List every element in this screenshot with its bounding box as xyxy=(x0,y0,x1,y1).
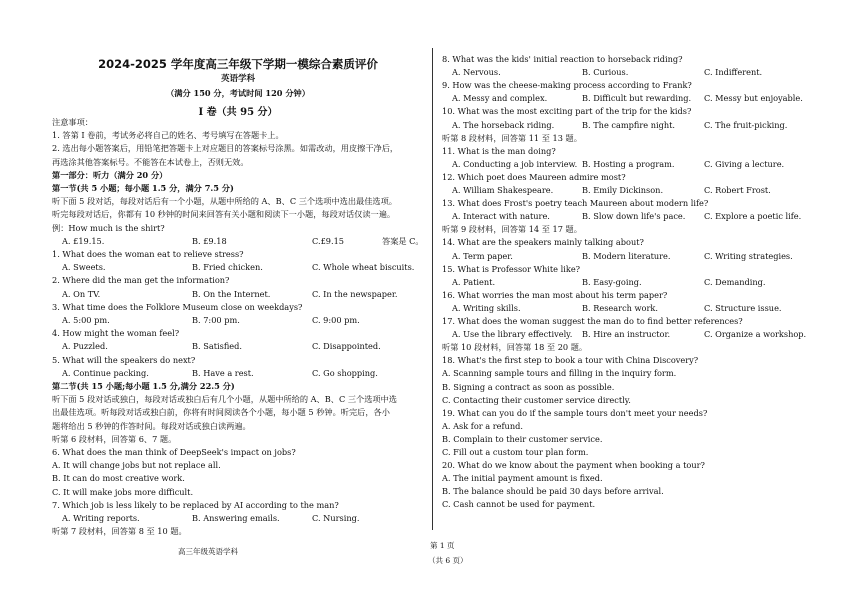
text-line: 10. What was the most exciting part of the trip for the kids? xyxy=(442,106,692,117)
option-a: A. Patient. xyxy=(452,276,496,287)
option-a: A. William Shakespeare. xyxy=(452,185,554,195)
option-a: A. Sweets. xyxy=(62,262,106,273)
option-b: B. The campfire night. xyxy=(582,119,675,130)
option-c: C. Explore a poetic life. xyxy=(704,211,802,222)
text-line: A. It will change jobs but not replace all. xyxy=(52,460,221,471)
option-note: 答案是 C。 xyxy=(382,235,424,246)
option-c: C. Indifferent. xyxy=(704,67,763,78)
text-line: 16. What worries the man most about his term paper? xyxy=(442,289,668,300)
text-line: 13. What does Frost's poetry teach Maureen about modern life? xyxy=(442,198,709,209)
option-b: B. Fried chicken. xyxy=(192,262,263,273)
text-line: 9. How was the cheese-making process according to Frank? xyxy=(442,80,692,91)
text-line: A. The initial payment amount is fixed. xyxy=(442,473,603,484)
text-line: 17. What does the woman suggest the man do to find better references? xyxy=(442,316,743,326)
option-a: A. Interact with nature. xyxy=(452,211,550,222)
subject-label: 英语学科 xyxy=(220,74,255,84)
text-line: 19. What can you do if the sample tours don't meet your needs? xyxy=(442,407,708,418)
text-line: 听第 6 段材料，回答第 6、7 题。 xyxy=(52,433,177,444)
page-total: （共 6 页） xyxy=(428,556,468,565)
text-line: C. It will make jobs more difficult. xyxy=(52,486,194,497)
text-line: 11. What is the man doing? xyxy=(442,145,556,156)
text-line: 1. 答第 I 卷前，考试务必将自己的姓名、考号填写在答题卡上。 xyxy=(52,130,284,141)
text-line: 例：How much is the shirt? xyxy=(52,222,165,233)
text-line: B. It can do most creative work. xyxy=(52,473,185,484)
text-line: 第一节(共 5 小题；每小题 1.5 分，满分 7.5 分) xyxy=(52,183,234,193)
option-b: B. Hosting a program. xyxy=(582,158,675,169)
score-info: （满分 150 分，考试时间 120 分钟） xyxy=(166,88,310,98)
option-b: B. Have a rest. xyxy=(192,367,254,378)
text-line: 听第 8 段材料，回答第 11 至 13 题。 xyxy=(442,132,582,143)
option-c: C. Demanding. xyxy=(704,276,766,287)
option-a: A. The horseback riding. xyxy=(452,119,555,130)
text-line: 14. What are the speakers mainly talking about? xyxy=(442,237,644,248)
option-a: A. £19.15. xyxy=(62,235,105,246)
text-line: 18. What's the first step to book a tour with China Discovery? xyxy=(442,355,699,366)
text-line: 5. What will the speakers do next? xyxy=(52,354,196,365)
text-line: 20. What do we know about the payment when booking a tour? xyxy=(442,460,705,471)
option-b: B. Hire an instructor. xyxy=(582,329,671,340)
text-line: B. Complain to their customer service. xyxy=(442,433,603,444)
option-a: A. Writing reports. xyxy=(62,513,140,523)
option-b: B. 7:00 pm. xyxy=(192,315,240,325)
option-b: B. Modern literature. xyxy=(582,250,671,261)
option-a: A. Messy and complex. xyxy=(452,93,548,104)
text-line: C. Fill out a custom tour plan form. xyxy=(442,447,589,457)
text-line: 6. What does the man think of DeepSeek's impact on jobs? xyxy=(52,447,296,457)
option-c: C. Messy but enjoyable. xyxy=(704,93,803,104)
option-a: A. Puzzled. xyxy=(62,341,108,352)
option-b: B. Research work. xyxy=(582,302,658,313)
option-a: A. Use the library effectively. xyxy=(452,329,573,340)
text-line: 听下面 5 段对话或独白，每段对话或独白后有几个小题，从题中所给的 A、B、C 三个选项中选 xyxy=(52,394,397,405)
option-a: A. Writing skills. xyxy=(452,302,521,313)
text-line: 题将给出 5 秒钟的作答时间。每段对话或独白读两遍。 xyxy=(52,420,251,431)
text-line: 3. What time does the Folklore Museum close on weekdays? xyxy=(52,301,303,312)
text-line: 8. What was the kids' initial reaction to horseback riding? xyxy=(442,54,683,64)
option-a: A. Term paper. xyxy=(452,250,513,261)
option-c: C. Structure issue. xyxy=(704,302,782,313)
text-line: 7. Which job is less likely to be replaced by AI according to the man? xyxy=(52,499,339,510)
text-line: B. The balance should be paid 30 days before arrival. xyxy=(442,486,664,497)
text-line: 听第 7 段材料，回答第 8 至 10 题。 xyxy=(52,526,187,537)
text-line: 听第 9 段材料，回答第 14 至 17 题。 xyxy=(442,224,582,235)
option-a: A. 5:00 pm. xyxy=(62,315,110,325)
text-line: 出最佳选项。听每段对话或独白前，你将有时间阅读各个小题，每小题 5 秒钟。听完后，各小 xyxy=(52,407,390,418)
option-b: B. Easy-going. xyxy=(582,276,642,287)
volume-heading: I 卷（共 95 分） xyxy=(198,107,278,118)
text-line: 听第 10 段材料，回答第 18 至 20 题。 xyxy=(442,342,588,353)
option-b: B. Answering emails. xyxy=(192,513,280,523)
option-b: B. Curious. xyxy=(582,67,629,78)
text-line: 听完每段对话后，你都有 10 秒钟的时间来回答有关小题和阅读下一小题，每段对话仅读一遍。 xyxy=(52,209,396,220)
option-c: C. Giving a lecture. xyxy=(704,158,785,169)
text-line: 1. What does the woman eat to relieve stress? xyxy=(52,249,244,259)
text-line: 2. 选出每小题答案后，用铅笔把答题卡上对应题目的答案标号涂黑。如需改动，用皮擦干净后， xyxy=(52,143,399,154)
option-b: B. Slow down life's pace. xyxy=(582,211,686,222)
option-c: C. Robert Frost. xyxy=(704,185,771,195)
text-line: 12. Which poet does Maureen admire most? xyxy=(442,171,626,182)
page-number: 第 1 页 xyxy=(430,541,455,550)
option-b: B. Difficult but rewarding. xyxy=(582,93,692,104)
text-line: 15. What is Professor White like? xyxy=(442,263,581,274)
text-line: 2. Where did the man get the information? xyxy=(52,275,230,286)
text-line: A. Scanning sample tours and filling in the inquiry form. xyxy=(442,368,677,379)
option-b: B. Satisfied. xyxy=(192,341,242,352)
text-line: 第一部分：听力（满分 20 分） xyxy=(52,169,168,180)
option-b: B. On the Internet. xyxy=(192,288,271,299)
option-c: C. Organize a workshop. xyxy=(704,329,807,340)
text-line: C. Contacting their customer service directly. xyxy=(442,394,631,405)
option-a: A. Continue packing. xyxy=(62,367,149,378)
option-c: C.£9.15 xyxy=(312,235,345,246)
option-a: A. Nervous. xyxy=(452,67,501,78)
option-c: C. Writing strategies. xyxy=(704,250,793,261)
page-title: 2024-2025 学年度高三年级下学期一模综合素质评价 xyxy=(98,57,378,71)
option-a: A. On TV. xyxy=(62,288,101,299)
text-line: 听下面 5 段对话，每段对话后有一个小题，从题中所给的 A、B、C 三个选项中选出最佳选项。 xyxy=(52,196,397,207)
option-c: C. Disappointed. xyxy=(312,341,381,352)
option-c: C. Nursing. xyxy=(312,513,360,523)
text-line: B. Signing a contract as soon as possible. xyxy=(442,381,615,392)
option-b: B. Emily Dickinson. xyxy=(582,185,664,195)
option-c: C. 9:00 pm. xyxy=(312,315,360,325)
text-line: A. Ask for a refund. xyxy=(442,420,523,431)
option-a: A. Conducting a job interview. xyxy=(452,158,578,169)
option-c: C. In the newspaper. xyxy=(312,288,398,299)
text-line: 第二节(共 15 小题;每小题 1.5 分,满分 22.5 分) xyxy=(52,381,235,391)
text-line: 注意事项： xyxy=(52,117,93,127)
option-b: B. £9.18 xyxy=(192,235,227,246)
column-divider xyxy=(432,48,433,530)
option-c: C. Go shopping. xyxy=(312,367,378,378)
footer-subject: 高三年级英语学科 xyxy=(178,547,238,556)
text-line: 4. How might the woman feel? xyxy=(52,328,180,339)
text-line: 再选涂其他答案标号。不能答在本试卷上，否则无效。 xyxy=(52,156,249,167)
text-line: C. Cash cannot be used for payment. xyxy=(442,499,596,510)
option-c: C. The fruit-picking. xyxy=(704,119,788,130)
option-c: C. Whole wheat biscuits. xyxy=(312,262,415,273)
